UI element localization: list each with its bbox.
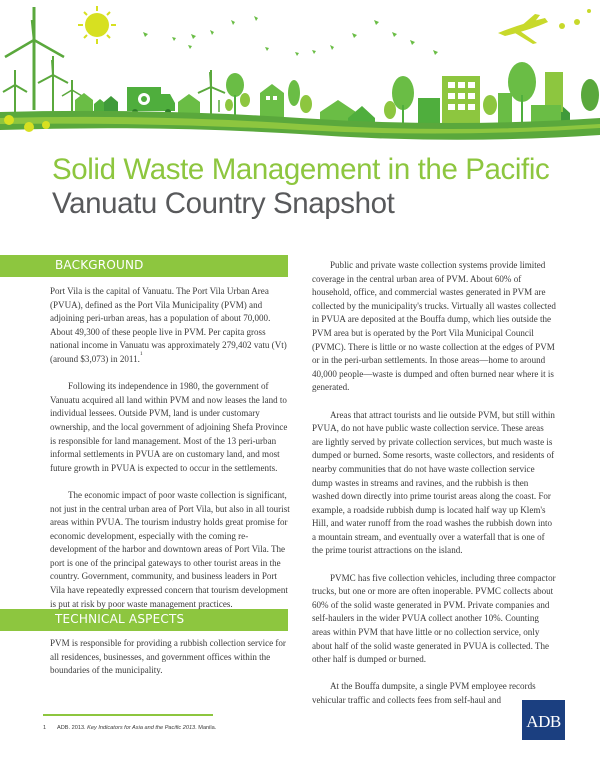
section-heading: TECHNICAL ASPECTS xyxy=(55,612,185,626)
airplane-icon xyxy=(498,14,548,44)
paragraph: Public and private waste collection systems provide limited coverage in the central urban area of PVM. About 60% of household, office, and commercial wastes generated in PVM are collected by the municipality's trucks. Virtually all wastes collected in PVUA are deposited at the Bouffa dump, which lies outside the PVM area but is operated by the Port Vila Municipal Council (PVMC). There is little or no waste collection at the edges of PVM or in the peri-urban settlements. In those areas—home to around 40,000 people—waste is dumped and often burned near where it is generated. xyxy=(312,260,556,393)
left-column-background xyxy=(50,285,290,625)
footnote-title: Key Indicators for Asia and the Pacific 2013 xyxy=(87,725,196,731)
paragraph: Following its independence in 1980, the government of Vanuatu acquired all land within PVM and now leases the land to individual lessees. Outside PVM, land is under customary ownership, and the local government of adjoining Shefa Province is responsible for land management. Most of the 13 peri-urban informal settlements in PVUA are on customary land, and most future growth in PVUA is expected to occur in the settlements. xyxy=(50,381,288,473)
adb-logo-text: ADB xyxy=(526,712,561,731)
recycling-truck-icon xyxy=(127,87,175,115)
paragraph: PVM is responsible for providing a rubbish collection service for all residences, businesses, and government offices within the boundaries of the municipality. xyxy=(50,638,286,676)
header-banner-illustration xyxy=(0,0,600,140)
section-header-technical-aspects xyxy=(0,609,288,631)
adb-logo xyxy=(522,700,565,740)
document-subtitle: Vanuatu Country Snapshot xyxy=(52,187,395,220)
paragraph: PVMC has five collection vehicles, including three compactor trucks, but one or more are often inoperable. PVMC collects about 60% of the solid waste generated in PVM. Private companies and self-haulers in the wider PVUA collect another 10%. Counting areas within PVM that have little or no collection service, only about half of the solid waste generated in PVUA is collected. The other half is dumped or burned. xyxy=(312,572,556,665)
bird-icon xyxy=(143,16,438,56)
section-header-background xyxy=(0,255,288,277)
paragraph: Areas that attract tourists and lie outside PVM, but still within PVUA, do not have public waste collection service. These areas are lightly served by private collection services, but much waste is dumped or burned. Some resorts, waste collectors, and residents of nearby communities that do not have waste collection service dump wastes in streams and ravines, and the rubbish is then washed down directly into prime tourist areas along the coast. For example, a roadside rubbish dump is located half way up Klem's Hill, and water runoff from the road washes the rubbish down into a mountain stream, and eventually over a waterfall that is one of the prime tourist attractions on the island. xyxy=(312,409,555,556)
footnote-number: 1 xyxy=(43,725,47,731)
document-title: Solid Waste Management in the Pacific xyxy=(52,153,550,186)
footnote-author-year: ADB. 2013. xyxy=(57,725,88,731)
paragraph: Port Vila is the capital of Vanuatu. The Port Vila Urban Area (PVUA), defined as the Port Vila Municipality (PVM) and adjoining peri-urban areas, has a population of about 70,000. About 49,300 of these people live in PVM. Per capita gross national income in Vanuatu was approximately 279,402 vatu (Vt) (around $3,073) in 2011.$^1$ xyxy=(50,286,287,364)
footnote xyxy=(43,725,216,731)
section-heading: BACKGROUND xyxy=(55,258,144,272)
flower-icon xyxy=(559,9,591,29)
paragraph: The economic impact of poor waste collection is significant, not just in the central urban area of Port Vila, but also in all tourist areas within PVUA. The tourism industry holds great promise for economic development, especially with the coming re-development of the harbor and downtown areas of Port Vila. The port is one of the principal gateways to other tourist areas in the country. Government, community, and business leaders in Port Vila have repeatedly expressed concern that tourism development is put at risk by poor waste management practices. xyxy=(50,489,290,609)
sun-icon xyxy=(78,6,116,44)
paragraph: At the Bouffa dumpsite, a single PVM employee records vehicular traffic and collects fees from self-haul and xyxy=(312,681,536,705)
left-column-technical xyxy=(50,637,290,691)
title-block xyxy=(52,153,572,221)
footnote-divider xyxy=(43,714,213,716)
right-column xyxy=(312,259,557,721)
footnote-reference[interactable]: 1 xyxy=(139,350,143,357)
footnote-tail: . Manila. xyxy=(195,725,217,731)
